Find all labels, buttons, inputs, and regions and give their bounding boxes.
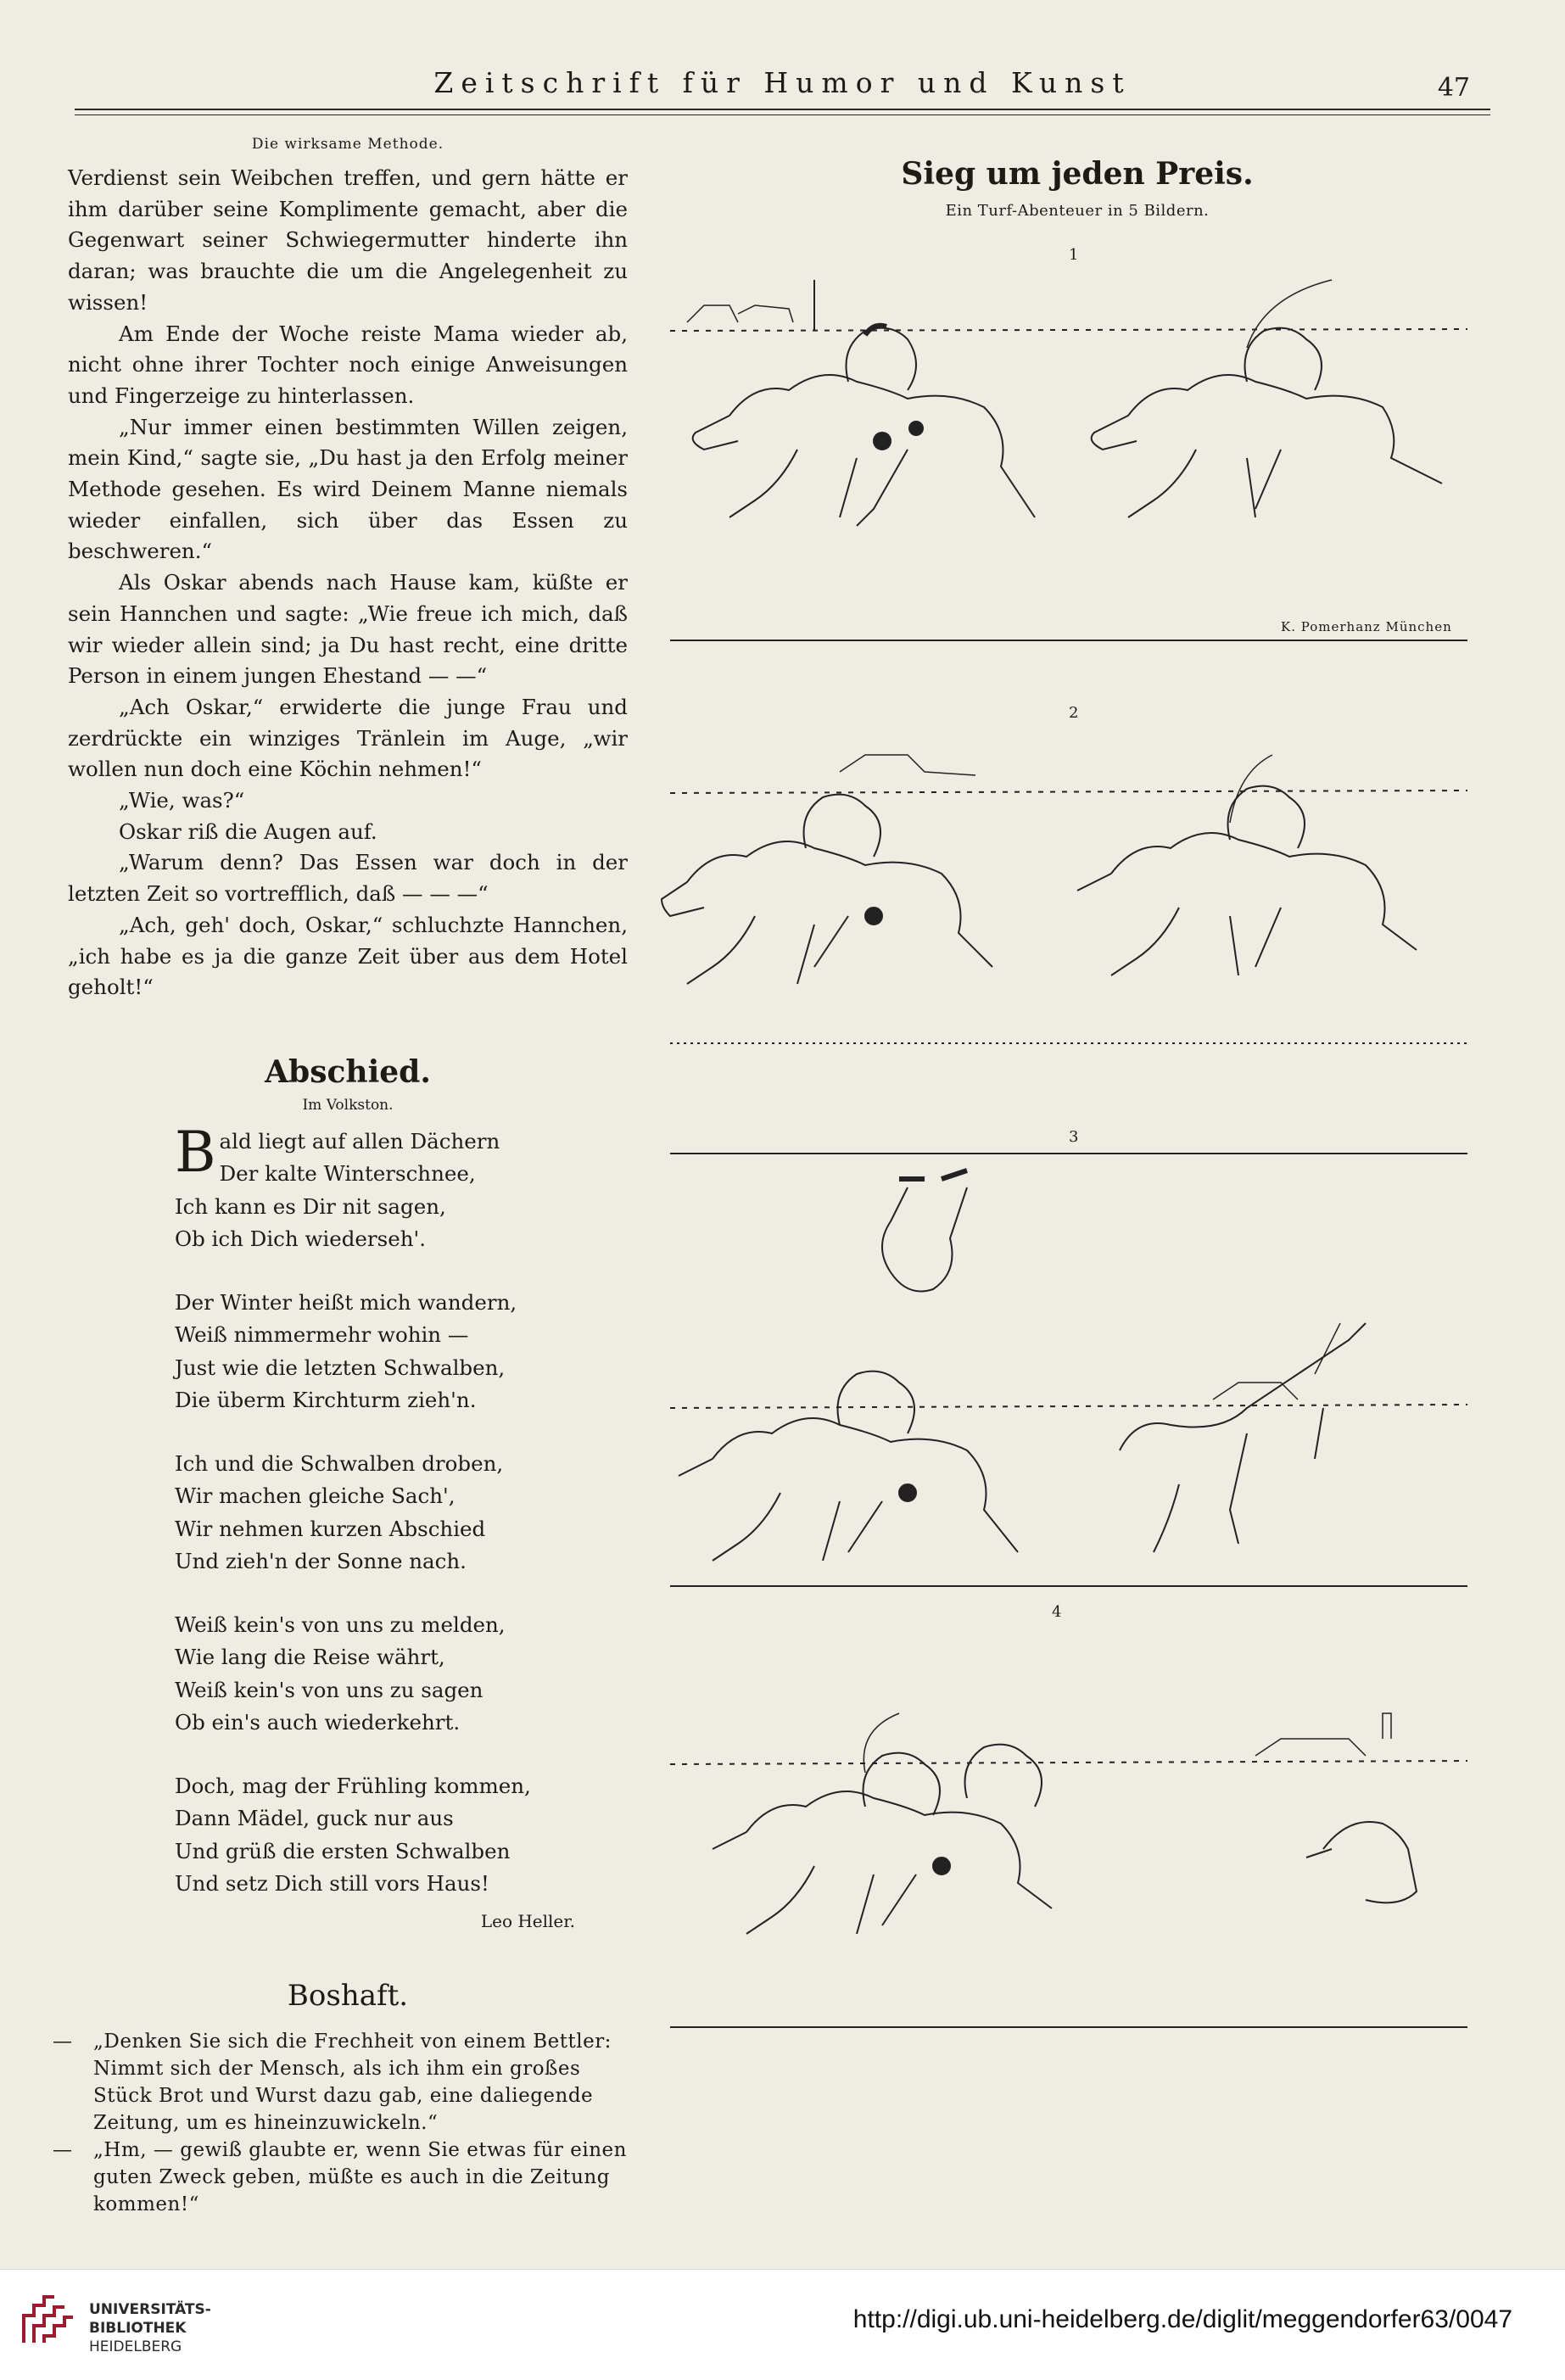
left-column [53,136,628,2218]
permalink-url[interactable]: http://digi.ub.uni-heidelberg.de/diglit/meggendorfer63/0047 [852,2305,1512,2333]
institution-line: UNIVERSITÄTS- [89,2301,211,2318]
logo-step [44,2317,73,2343]
poem-line: Wir nehmen kurzen Abschied [175,1516,486,1541]
methode-paragraph: Am Ende der Woche reiste Mama wieder ab, nicht ohne ihrer Tochter noch einige Anweisungen und Fingerzeige zu hinterlassen. [68,321,628,408]
poem-stanza [175,1119,628,1256]
institution-line: BIBLIOTHEK [89,2320,187,2337]
bucking-horse [1120,1323,1366,1552]
header-rule [75,109,1490,110]
poem-line: Und grüß die ersten Schwalben [175,1838,511,1863]
methode-paragraph: Oskar riß die Augen auf. [119,818,377,844]
panel-number: 1 [1069,246,1079,264]
methode-paragraph: „Nur immer einen bestimmten Willen zeigen, mein Kind,“ sagte sie, „Du hast ja den Erfolg meiner Methode gesehen. Es wird Deinem Manne niemals wieder einfallen, sich über das Essen zu beschweren.“ [68,414,628,564]
methode-paragraph: Als Oskar abends nach Hause kam, küßte er sein Hannchen und sagte: „Wie freue ich mich, daß wir wieder allein sind; ja Du hast recht, eine dritte Person in einem jungen Ehestand — —“ [68,570,628,689]
poem-line: Der Winter heißt mich wandern, [175,1289,517,1315]
methode-paragraph: Verdienst sein Weibchen treffen, und gern hätte er ihm darüber seine Komplimente gemacht, aber die Gegenwart seiner Schwiegermutter hinderte ihn daran; was brauchte die um die Angelegenheit zu wissen! [68,165,628,315]
methode-paragraph: „Wie, was?“ [119,788,245,813]
whip [1247,280,1332,348]
poem-line: Just wie die letzten Schwalben, [175,1355,506,1380]
cartoon-subtitle: Ein Turf-Abenteuer in 5 Bildern. [945,202,1210,220]
loose-horse [1306,1822,1417,1902]
poem-stanza [175,1770,628,1901]
cartoon-panel-3 [653,1128,1501,1603]
quote-text: „Hm, — gewiß glaubte er, wenn Sie etwas für einen guten Zweck geben, müßte es auch in die Zeitung kommen!“ [93,2138,627,2215]
distant-grandstand [1255,1713,1391,1756]
poem-line: Wir machen gleiche Sach', [175,1483,456,1509]
poem-line: Ob ich Dich wiederseh'. [175,1226,427,1252]
artist-signature: K. Pomerhanz München [1281,619,1452,634]
horse-1 [679,1418,1018,1561]
poem-line: Weiß nimmermehr wohin — [175,1322,469,1348]
panel-2-illustration [653,704,1501,1179]
methode-paragraph: „Warum denn? Das Essen war doch in der letzten Zeit so vortrefflich, daß — — —“ [68,850,628,907]
abschied-title: Abschied. [265,1053,431,1090]
horse-2 [1077,833,1417,975]
panel-number: 3 [1069,1128,1079,1146]
quote-dash: — [53,2138,73,2161]
poem-line: Und setz Dich still vors Haus! [175,1871,489,1897]
poem-line: Und zieh'n der Sonne nach. [175,1549,467,1574]
horse-spot [865,908,882,925]
whip [1230,755,1272,823]
methode-caption: Die wirksame Methode. [251,136,444,153]
distant-grandstand [1213,1383,1298,1400]
poem-line: Ich kann es Dir nit sagen, [175,1193,446,1219]
right-column [653,136,1501,1621]
poem-line: Doch, mag der Frühling kommen, [175,1773,531,1798]
poem-line: Die überm Kirchturm zieh'n. [175,1388,477,1413]
poem-author: Leo Heller. [480,1910,575,1931]
quote-dash: — [53,2030,73,2053]
poem-line: Weiß kein's von uns zu melden, [175,1612,506,1637]
horse-spot [899,1484,916,1501]
running-head: Zeitschrift für Humor und Kunst [433,66,1132,99]
panel-number: 4 [1052,1603,1062,1621]
library-footer [0,2269,1565,2380]
horse-spot [874,433,891,450]
methode-paragraph: „Ach, geh' doch, Oskar,“ schluchzte Hannchen, „ich habe es ja die ganze Zeit über aus dem Hotel geholt!“ [68,912,628,1000]
abschied-subtitle: Im Volkston. [302,1096,394,1114]
poem-line: Wie lang die Reise währt, [175,1645,445,1670]
jockey-2 [1245,328,1322,390]
jockey-boots [899,1170,967,1179]
cartoon-panel-4 [653,1603,1501,2112]
falling-jockey [882,1187,967,1292]
institution-name [89,2300,211,2356]
poem-stanza [175,1287,628,1417]
panel-3-illustration [653,1128,1501,1603]
page-number: 47 [1437,73,1470,103]
poem-line: Der kalte Winterschnee, [219,1161,476,1187]
poem-stanza [175,1448,628,1578]
whip [864,1713,899,1773]
horse-with-two-jockeys [713,1791,1052,1934]
poem-line: Dann Mädel, guck nur aus [175,1806,454,1831]
quote-text: „Denken Sie sich die Frechheit von einem Bettler: Nimmt sich der Mensch, als ich ihm ein großes Stück Brot und Wurst dazu gab, eine daliegende Zeitung, um es hineinzuwickeln.“ [93,2030,612,2134]
poem [175,1119,628,1901]
distant-grandstand [687,305,793,322]
jockey-2 [965,1745,1042,1807]
horse-1 [662,841,992,984]
university-seal-icon [17,2290,76,2349]
poem-line-text: ald liegt auf allen Dächern [219,1128,500,1154]
panel-number: 2 [1069,704,1079,722]
poem-line: Ob ein's auch wiederkehrt. [175,1710,461,1735]
poem-line: Ich und die Schwalben droben, [175,1450,504,1476]
horizon-line [670,329,1467,331]
horse-spot [933,1858,950,1874]
boshaft-quote [53,2028,628,2137]
methode-paragraph: „Ach Oskar,“ erwiderte die junge Frau und zerdrückte ein winziges Tränlein im Auge, „wir wollen nun doch eine Köchin nehmen!“ [68,694,628,782]
horse-2 [1092,375,1442,517]
horizon-line [670,791,1467,793]
distant-grandstand [840,755,975,775]
institution-line: HEIDELBERG [89,2338,182,2355]
poem-stanza [175,1609,628,1740]
horse-spot [909,422,923,435]
panel-4-illustration [653,1603,1501,2112]
jockey-1 [838,1372,915,1433]
cartoon-panel-2 [653,704,1501,1179]
horizon-line [670,1405,1467,1408]
boshaft-quote [53,2137,628,2218]
poem-line: Weiß kein's von uns zu sagen [175,1677,483,1702]
jockey-2 [1228,786,1305,848]
drop-cap: B [175,1119,216,1185]
horizon-line [670,1761,1467,1764]
horse-1 [693,375,1035,526]
jockey-1 [804,795,881,857]
boshaft-title: Boshaft. [287,1978,409,2013]
cartoon-title: Sieg um jeden Preis. [901,156,1254,192]
